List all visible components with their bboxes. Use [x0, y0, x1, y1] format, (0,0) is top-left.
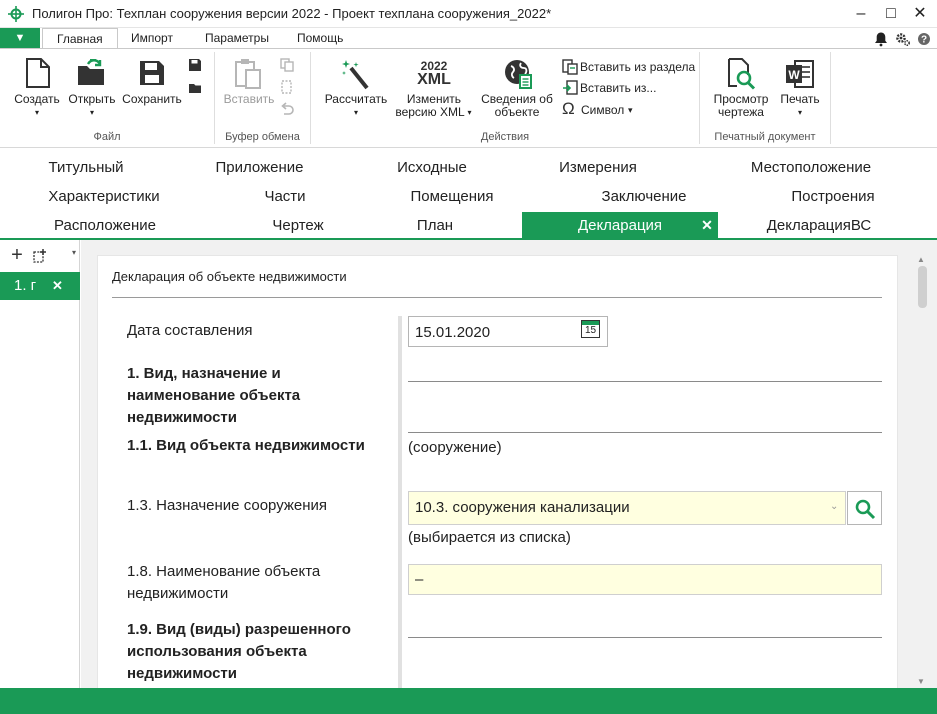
- symbol-button[interactable]: [562, 99, 642, 118]
- chevron-down-icon: ▾: [353, 108, 358, 117]
- search-icon: [854, 498, 876, 520]
- title-bar: [0, 0, 937, 28]
- permitted-use-underline: [408, 637, 882, 638]
- chevron-down-icon: ▾: [797, 108, 802, 117]
- preview-line2: чертежа: [718, 105, 764, 119]
- save-label: Сохранить: [122, 92, 182, 106]
- scroll-down-icon[interactable]: ▼: [917, 677, 925, 686]
- help-icon[interactable]: [917, 32, 931, 46]
- tab-help[interactable]: Помощь: [297, 31, 344, 45]
- purpose-search-button[interactable]: [847, 491, 882, 525]
- purpose-value: 10.3. сооружения канализации: [415, 499, 630, 516]
- open-label: Открыть: [68, 92, 116, 106]
- create-button[interactable]: [14, 58, 60, 120]
- tab-deklaratsiya[interactable]: [522, 212, 718, 239]
- tab-iskhodnye[interactable]: Исходные: [397, 159, 467, 176]
- insert-arrow-icon: [562, 80, 578, 96]
- tab-prilozhenie[interactable]: Приложение: [215, 159, 304, 176]
- xml-icon: XML: [417, 71, 451, 88]
- object-type-label: 1.1. Вид объекта недвижимости: [127, 437, 365, 454]
- create-label: Создать: [14, 92, 60, 106]
- tab-mestopolozhenie[interactable]: Местоположение: [750, 159, 872, 176]
- left-item-label: 1. г: [14, 277, 37, 294]
- bell-icon[interactable]: [873, 31, 889, 47]
- tab-titulny[interactable]: Титульный: [48, 159, 124, 176]
- window-title: Полигон Про: Техплан сооружения версии 2022 - Проект техплана сооружения_2022*: [32, 6, 552, 21]
- close-file-icon[interactable]: [188, 80, 202, 94]
- insert-from-section-label: Вставить из раздела: [580, 60, 696, 74]
- add-copy-icon[interactable]: [33, 248, 48, 263]
- section-1-label: 1. Вид, назначение и наименование объекта недвижимости: [127, 365, 301, 426]
- globe-document-icon: [503, 58, 533, 90]
- purpose-select[interactable]: [408, 491, 846, 525]
- group-print-label: Печатный документ: [714, 131, 816, 143]
- tab-deklaratsiya-label: Декларация: [577, 217, 663, 234]
- close-item-icon[interactable]: ✕: [52, 278, 63, 293]
- group-separator: [830, 52, 831, 144]
- chevron-down-icon: ▾: [467, 108, 472, 117]
- minimize-button[interactable]: –: [856, 5, 866, 22]
- app-logo-icon: [8, 6, 24, 22]
- change-xml-version-button[interactable]: [394, 58, 474, 120]
- open-button[interactable]: [67, 58, 117, 120]
- status-bar: [0, 688, 937, 714]
- paste-button[interactable]: [222, 58, 276, 108]
- object-info-button[interactable]: [478, 58, 556, 120]
- print-label: Печать: [780, 92, 820, 106]
- calendar-day-text: 15: [584, 325, 597, 336]
- section-1-underline: [408, 432, 882, 433]
- name-input[interactable]: [408, 564, 882, 595]
- date-input[interactable]: [408, 316, 608, 347]
- name-label: 1.8. Наименование объекта недвижимости: [127, 563, 321, 602]
- scroll-up-icon[interactable]: ▲: [917, 255, 925, 264]
- tab-params[interactable]: Параметры: [205, 31, 269, 45]
- paste-label: Вставить: [223, 92, 275, 106]
- save-as-icon[interactable]: [188, 58, 202, 72]
- print-button[interactable]: [776, 58, 824, 120]
- tab-zaklyuchenie[interactable]: Заключение: [601, 188, 687, 205]
- tab-kharakteristiki[interactable]: Характеристики: [48, 188, 160, 205]
- tab-plan[interactable]: План: [416, 217, 454, 234]
- date-value: 15.01.2020: [415, 324, 491, 341]
- close-tab-icon[interactable]: ✕: [701, 217, 713, 233]
- vertical-scrollbar[interactable]: [915, 255, 931, 688]
- word-document-icon: [785, 58, 815, 90]
- tab-postroeniya[interactable]: Построения: [791, 188, 875, 205]
- chevron-down-icon: ▾: [628, 105, 633, 115]
- svg-text:W: W: [788, 68, 800, 82]
- scrollbar-thumb[interactable]: [918, 266, 927, 308]
- left-list-item[interactable]: [0, 272, 80, 300]
- save-button[interactable]: [122, 58, 182, 108]
- close-window-button[interactable]: ✕: [913, 5, 927, 22]
- preview-drawing-button[interactable]: [708, 58, 774, 120]
- insert-section-icon: [562, 59, 578, 75]
- card-title: Декларация об объекте недвижимости: [112, 269, 347, 284]
- panel-menu-chevron-icon[interactable]: ▾: [72, 248, 77, 257]
- settings-gear-icon[interactable]: [895, 31, 911, 47]
- preview-magnifier-icon: [726, 58, 758, 90]
- new-document-icon: [25, 58, 51, 88]
- preview-line1: Просмотр: [713, 92, 769, 106]
- xml-year-icon: 2022: [420, 59, 448, 73]
- undo-icon[interactable]: [280, 102, 294, 116]
- calendar-icon[interactable]: [581, 320, 600, 338]
- insert-from-button[interactable]: [562, 80, 662, 96]
- group-file-label: Файл: [93, 131, 121, 143]
- calculate-label: Рассчитать: [324, 92, 388, 106]
- calculate-button[interactable]: [322, 58, 390, 120]
- omega-icon: Ω: [562, 99, 575, 118]
- tab-izmereniya[interactable]: Измерения: [559, 159, 637, 176]
- cut-icon[interactable]: [280, 80, 294, 94]
- purpose-label: 1.3. Назначение сооружения: [127, 497, 328, 514]
- tab-main[interactable]: Главная: [42, 28, 118, 49]
- tab-chertezh[interactable]: Чертеж: [272, 217, 324, 234]
- tab-chasti[interactable]: Части: [264, 188, 306, 205]
- object-type-value: (сооружение): [408, 439, 502, 456]
- tab-deklaratsiya-vs[interactable]: ДекларацияВС: [766, 217, 872, 234]
- purpose-hint: (выбирается из списка): [408, 529, 571, 546]
- file-menu-button[interactable]: ▼: [0, 28, 40, 48]
- symbol-label: Символ: [581, 103, 625, 117]
- chevron-down-icon: ▾: [89, 108, 94, 117]
- open-folder-icon: [76, 58, 108, 88]
- copy-icon[interactable]: [280, 58, 294, 72]
- tab-raspolozhenie[interactable]: Расположение: [54, 217, 156, 234]
- add-item-icon[interactable]: +: [11, 244, 23, 266]
- change-xml-line1: Изменить: [406, 92, 462, 106]
- change-xml-line2: версию XML: [395, 105, 465, 119]
- maximize-button[interactable]: □: [886, 5, 896, 22]
- tab-import[interactable]: Импорт: [131, 31, 173, 45]
- object-info-line1: Сведения об: [481, 92, 553, 106]
- section-1-underline: [408, 381, 882, 382]
- permitted-use-label: 1.9. Вид (виды) разрешенного использования объекта недвижимости: [127, 621, 351, 682]
- svg-text:?: ?: [920, 34, 928, 46]
- tab-pomeshcheniya[interactable]: Помещения: [410, 188, 494, 205]
- group-actions-label: Действия: [480, 131, 530, 143]
- name-value: –: [415, 571, 424, 588]
- insert-from-section-button[interactable]: [562, 59, 694, 75]
- date-label: Дата составления: [127, 322, 253, 339]
- card-title-divider: [112, 297, 882, 298]
- dropdown-chevron-icon[interactable]: ⌄: [830, 501, 839, 512]
- column-divider: [398, 316, 402, 688]
- chevron-down-icon: ▾: [34, 108, 39, 117]
- object-info-line2: объекте: [494, 105, 540, 119]
- left-panel: [0, 240, 80, 688]
- clipboard-icon: [234, 58, 264, 90]
- save-disk-icon: [139, 60, 165, 86]
- magic-wand-icon: [341, 58, 371, 90]
- group-clipboard-label: Буфер обмена: [225, 131, 300, 143]
- insert-from-label: Вставить из...: [580, 81, 657, 95]
